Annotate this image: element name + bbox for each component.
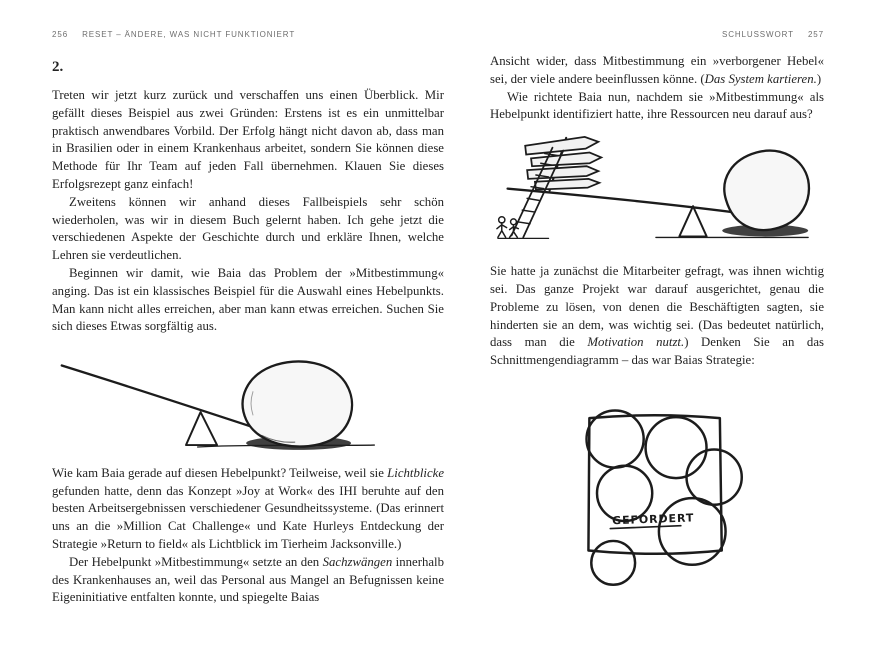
text-block-right-top	[490, 53, 824, 124]
emphasized-text: Lichtblicke	[387, 465, 444, 480]
boulder	[724, 151, 809, 230]
paragraph	[52, 194, 444, 265]
paragraph	[490, 89, 824, 125]
running-title-right: SCHLUSSWORT	[721, 30, 794, 39]
seesaw-boulder-illustration	[54, 348, 444, 457]
emphasized-text: Sachzwängen	[322, 554, 393, 569]
signpost-lever-illustration	[492, 134, 824, 253]
fulcrum-triangle	[186, 412, 217, 445]
venn-circle-1	[587, 410, 644, 467]
page-number-left: 256	[52, 30, 69, 39]
emphasized-text: Motivation nutzt.	[587, 335, 685, 350]
venn-diagram-illustration	[557, 380, 757, 601]
text-block-left-top	[52, 87, 444, 336]
page-right	[490, 30, 824, 601]
venn-circle-5	[659, 498, 726, 565]
venn-square	[588, 415, 721, 554]
body-text: Zweitens können wir anhand dieses Fallbeispiels sehr schön wiederholen, was wir in diesem Buch gelernt haben. Ich gehe jetzt die verschiedenen Aspekte der Geschichte durch und erkläre Ihnen, welche Lehren sie verdeutlichen.	[52, 194, 444, 263]
running-title-left: RESET – ÄNDERE, WAS NICHT FUNKTIONIERT	[82, 30, 296, 39]
boulder	[243, 362, 352, 447]
signpost-illustration-svg	[492, 134, 814, 253]
body-text: Wie richtete Baia nun, nachdem sie »Mitbestimmung« als Hebelpunkt identifiziert hatte, ihre Ressourcen neu darauf aus?	[490, 89, 824, 122]
text-block-left-bottom	[52, 465, 444, 607]
body-text: Wie kam Baia gerade auf diesen Hebelpunkt? Teilweise, weil sie	[52, 465, 388, 480]
body-text: Beginnen wir damit, wie Baia das Problem der »Mitbestimmung« anging. Das ist ein klassisches Beispiel für die Auswahl eines Hebelpunkts. Man kann nicht alles erreichen, aber man kann etwas erreichen. Suchen Sie sich dieses Etwas sorgfältig aus.	[52, 265, 444, 334]
paragraph	[52, 554, 444, 607]
body-text: innerhalb des Krankenhauses an, weil das Personal aus Mangel an Befugnissen keine Eigeninitiative entfalten konnte, und spiegelte Baias	[52, 554, 445, 605]
venn-circle-6	[591, 541, 635, 585]
sign-arrow-4	[535, 179, 599, 190]
venn-label: GEFORDERT	[611, 511, 695, 528]
paragraph	[490, 263, 824, 370]
body-text: Treten wir jetzt kurz zurück und verschaffen uns einen Überblick. Mir gefällt dieses Beispiel aus zwei Gründen: Erstens ist es ein unmittelbar praktisch anwendbares Vorbild. Der Erfolg hängt nicht davon ab, dass man in Brasilien oder in einem Krankenhaus arbeitet, sondern Sie können diese Methode für Ihr Team auf jeden Fall übernehmen. Klauen Sie dieses Erfolgsrezept ganz einfach!	[52, 88, 444, 191]
body-text: gefunden hatte, denn das Konzept »Joy at Work« des IHI beruhte auf den besten Arbeitsergebnissen verschiedener Gesundheitssysteme. (Das erinnert uns an die »Million Cat Challenge« und Kate Hurleys Entdeckung der Strategie »Return to field« als Lichtblick im Tierheim Jacksonville.)	[52, 483, 444, 552]
body-text: Sie hatte ja zunächst die Mitarbeiter gefragt, was ihnen wichtig sei. Das ganze Projekt war darauf ausgerichtet, genau die Probleme zu lösen, von denen die Beschäftigten sagten, sie hinderten sie an dem, was wichtig sei. (Das bedeutet natürlich, dass man die	[490, 264, 824, 350]
venn-circle-3	[687, 450, 742, 505]
paragraph	[52, 265, 444, 336]
body-text: )	[816, 71, 822, 86]
page-left	[52, 30, 444, 607]
sign-arrow-2	[531, 153, 601, 167]
worker-figure-1	[497, 217, 507, 238]
body-text: Ansicht wider, dass Mitbestimmung ein »verborgener Hebel« sei, der viele andere beeinflussen könne. (	[490, 54, 824, 86]
paragraph	[490, 53, 824, 89]
seesaw-illustration-svg	[54, 348, 384, 457]
body-text: ) Denken Sie an das Schnittmengendiagramm – das war Baias Strategie:	[490, 335, 824, 368]
section-heading: 2.	[52, 59, 64, 75]
running-header-left	[52, 30, 444, 39]
paragraph	[52, 87, 444, 194]
running-header-right	[490, 30, 824, 39]
worker-figure-2	[510, 219, 519, 238]
text-block-right-middle	[490, 263, 824, 370]
sign-arrow-3	[527, 166, 598, 179]
body-text: Der Hebelpunkt »Mitbestimmung« setzte an den	[69, 554, 323, 569]
emphasized-text: Das System kartieren.	[704, 71, 817, 86]
paragraph	[52, 465, 444, 554]
page-number-right: 257	[807, 30, 824, 39]
venn-circle-2	[646, 417, 707, 478]
fulcrum-triangle	[679, 206, 706, 236]
venn-illustration-svg	[557, 380, 757, 601]
